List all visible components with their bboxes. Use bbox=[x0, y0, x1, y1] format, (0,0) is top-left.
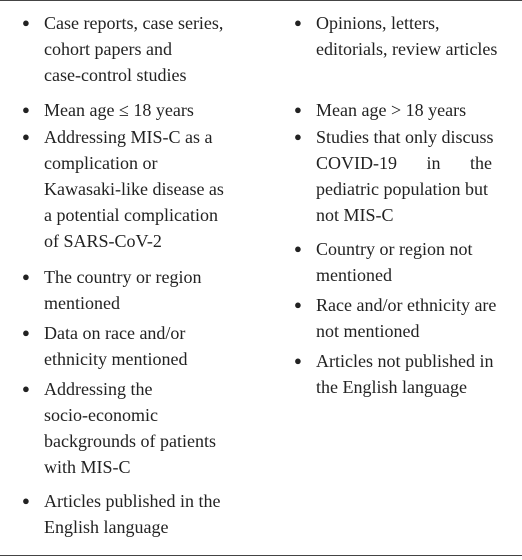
item-text: Studies that only discuss bbox=[316, 127, 494, 147]
bullet-icon: ● bbox=[22, 129, 30, 144]
bullet-icon: ● bbox=[22, 493, 30, 508]
item-text: Kawasaki-like disease as bbox=[44, 179, 224, 199]
item-text: Race and/or ethnicity are bbox=[316, 295, 497, 315]
item-text: complication or bbox=[44, 153, 158, 173]
item-text: Addressing MIS-C as a bbox=[44, 127, 213, 147]
bullet-icon: ● bbox=[22, 269, 30, 284]
item-text: Case reports, case series, bbox=[44, 13, 224, 33]
bullet-icon: ● bbox=[22, 381, 30, 396]
item-text: pediatric population but bbox=[316, 179, 488, 199]
item-text: case-control studies bbox=[44, 65, 187, 85]
item-text: editorials, review articles bbox=[316, 39, 498, 59]
word: COVID-19 bbox=[316, 153, 397, 173]
bullet-icon: ● bbox=[294, 15, 302, 30]
item-text: not mentioned bbox=[316, 321, 420, 341]
item-text: mentioned bbox=[316, 265, 392, 285]
item-text: The country or region bbox=[44, 267, 202, 287]
bullet-icon: ● bbox=[22, 102, 30, 117]
item-text: socio-economic bbox=[44, 405, 158, 425]
item-text: Articles published in the bbox=[44, 491, 221, 511]
item-text: mentioned bbox=[44, 293, 120, 313]
item-text: Data on race and/or bbox=[44, 323, 186, 343]
item-text: Mean age ≤ 18 years bbox=[44, 100, 194, 120]
item-text: Country or region not bbox=[316, 239, 473, 259]
word: the bbox=[469, 153, 492, 173]
bullet-icon: ● bbox=[294, 129, 302, 144]
item-text: backgrounds of patients bbox=[44, 431, 216, 451]
item-text-justified bbox=[316, 150, 492, 176]
bullet-icon: ● bbox=[294, 241, 302, 256]
word: in bbox=[426, 153, 441, 173]
item-text: of SARS-CoV-2 bbox=[44, 231, 162, 251]
item-text: not MIS-C bbox=[316, 205, 394, 225]
bullet-icon: ● bbox=[294, 353, 302, 368]
table-top-rule bbox=[0, 0, 522, 1]
item-text: Opinions, letters, bbox=[316, 13, 440, 33]
item-text: Mean age > 18 years bbox=[316, 100, 467, 120]
bullet-icon: ● bbox=[22, 325, 30, 340]
bullet-icon: ● bbox=[22, 15, 30, 30]
item-text: English language bbox=[44, 517, 169, 537]
item-text: a potential complication bbox=[44, 205, 218, 225]
item-text: the English language bbox=[316, 377, 467, 397]
bullet-icon: ● bbox=[294, 297, 302, 312]
item-text: Articles not published in bbox=[316, 351, 494, 371]
item-text: with MIS-C bbox=[44, 457, 131, 477]
bullet-icon: ● bbox=[294, 102, 302, 117]
table-bottom-rule bbox=[0, 555, 522, 556]
item-text: Addressing the bbox=[44, 379, 153, 399]
item-text: ethnicity mentioned bbox=[44, 349, 188, 369]
item-text: cohort papers and bbox=[44, 39, 172, 59]
